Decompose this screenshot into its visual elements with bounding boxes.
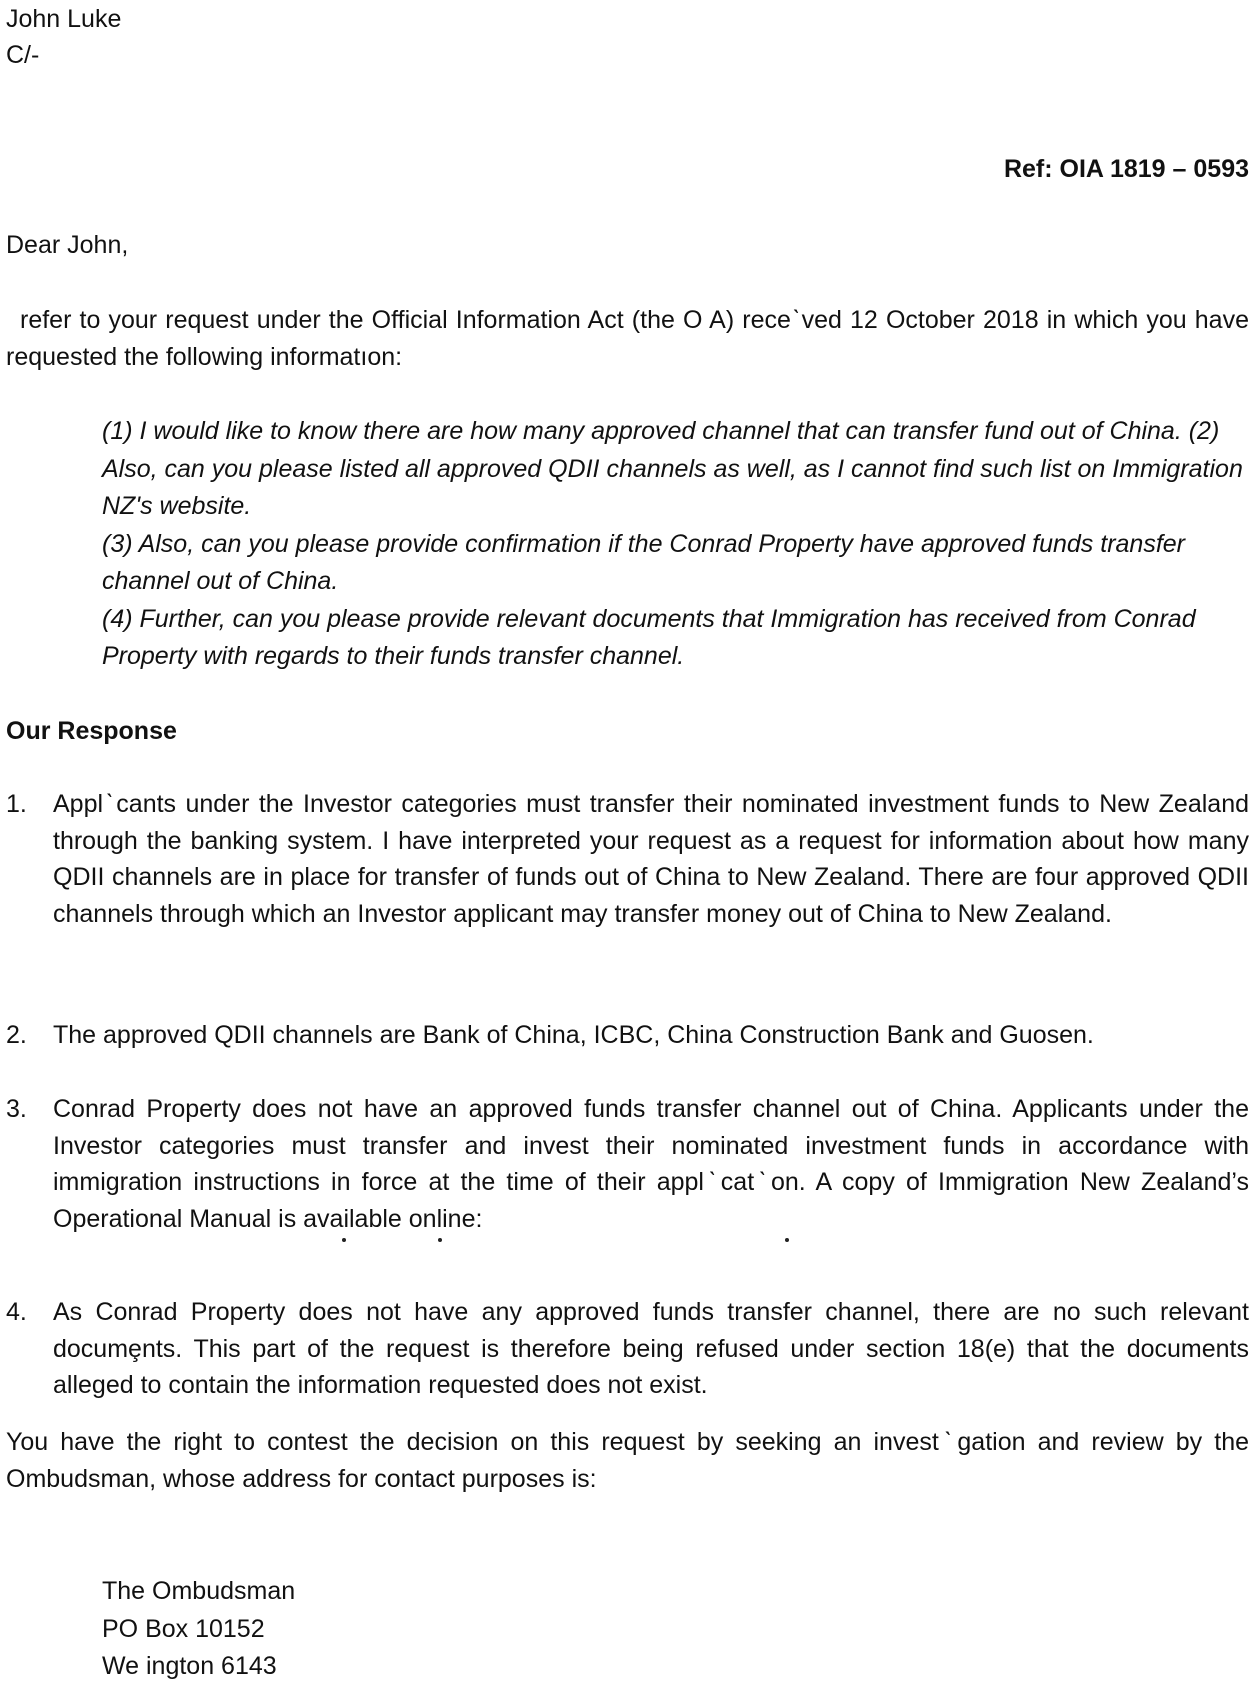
- request-quote: [102, 413, 1249, 676]
- response-text: The approved QDII channels are Bank of China, ICBC, China Construction Bank and Guosen.: [53, 1021, 1094, 1049]
- reference-number: Ref: OIA 1819 – 0593: [1003, 155, 1249, 183]
- recipient-name: John Luke: [6, 5, 122, 33]
- salutation: Dear John,: [6, 231, 129, 259]
- response-heading: Our Response: [6, 717, 177, 745]
- redaction-dot: [785, 1238, 789, 1242]
- response-text: Conrad Property does not have an approved funds transfer channel out of China. Applicants under the Investor categories must transfer and invest their nominated investment funds in accordance with immigration instructions in force at the time of their applˋcatˋon. A copy of Immigration New Zealand’s Operational Manual is available online:: [53, 1095, 1249, 1233]
- request-item: (1) I would like to know there are how many approved channel that can transfer fund out of China. (2) Also, can you please listed all approved QDII channels as well, as I cannot find such list on Immigration NZ's website.: [102, 417, 1243, 520]
- response-item: [6, 1091, 1249, 1237]
- contest-paragraph: You have the right to contest the decision on this request by seeking an investˋgation and review by the Ombudsman, whose address for contact purposes is:: [6, 1428, 1249, 1493]
- response-text: As Conrad Property does not have any approved funds transfer channel, there are no such relevant documȩnts. This part of the request is therefore being refused under section 18(e) that the documents alleged to contain the information requested does not exist.: [53, 1298, 1249, 1399]
- address-line: PO Box 10152: [102, 1614, 265, 1643]
- address-line: We ington 6143: [102, 1652, 277, 1680]
- recipient-care-of: C/-: [6, 41, 40, 69]
- response-number: 1.: [6, 790, 27, 818]
- ombudsman-address: [102, 1573, 295, 1686]
- response-item: [6, 1294, 1249, 1404]
- redaction-dot: [438, 1238, 442, 1242]
- request-item: (4) Further, can you please provide relevant documents that Immigration has received from Conrad Property with regards to their funds transfer channel.: [102, 604, 1196, 670]
- redaction-dot: [342, 1238, 346, 1242]
- response-item: [6, 786, 1249, 932]
- address-line: The Ombudsman: [102, 1577, 296, 1605]
- response-item: [6, 1017, 1249, 1054]
- intro-paragraph: refer to your request under the Official Information Act (the O A) receˋved 12 October 2018 in which you have requested the following informatıon:: [6, 306, 1249, 371]
- request-item: (3) Also, can you please provide confirmation if the Conrad Property have approved funds transfer channel out of China.: [102, 529, 1185, 595]
- response-number: 4.: [6, 1298, 27, 1326]
- response-number: 2.: [6, 1021, 27, 1049]
- response-text: Applˋcants under the Investor categories must transfer their nominated investment funds to New Zealand through the banking system. I have interpreted your request as a request for information about how many QDII channels are in place for transfer of funds out of China to New Zealand. There are four approved QDII channels through which an Investor applicant may transfer money out of China to New Zealand.: [53, 790, 1249, 928]
- response-number: 3.: [6, 1095, 27, 1123]
